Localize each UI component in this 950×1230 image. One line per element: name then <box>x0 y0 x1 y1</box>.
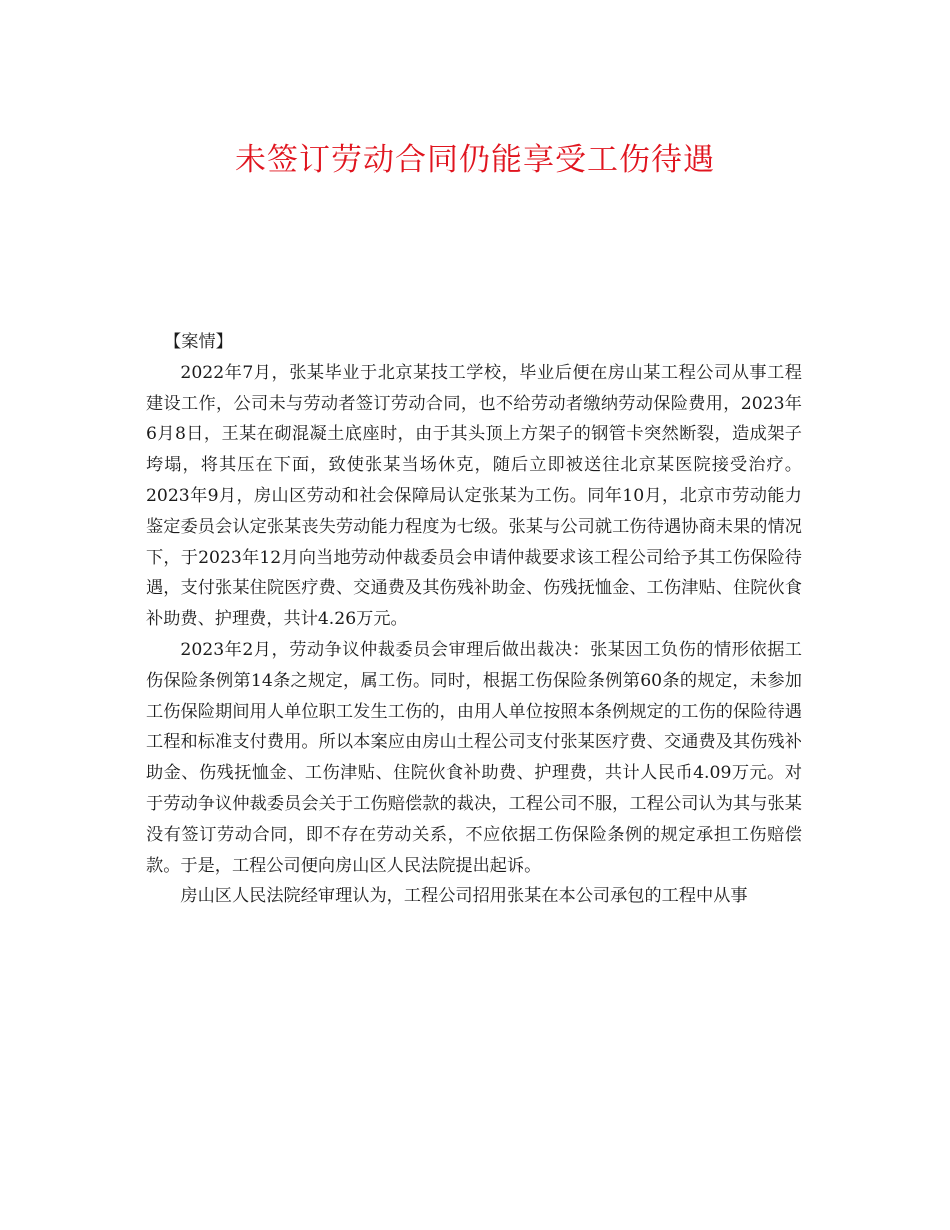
paragraph-arbitration: 2023年2月，劳动争议仲裁委员会审理后做出裁决：张某因工负伤的情形依据工伤保险条例第14条之规定，属工伤。同时，根据工伤保险条例第60条的规定，未参加工伤保险期间用人单位职工发生工伤的，由用人单位按照本条例规定的工伤的保险待遇工程和标准支付费用。所以本案应由房山土程公司支付张某医疗费、交通费及其伤残补助金、伤残抚恤金、工伤津贴、住院伙食补助费、护理费，共计人民币4.09万元。对于劳动争议仲裁委员会关于工伤赔偿款的裁决，工程公司不服，工程公司认为其与张某没有签订劳动合同，即不存在劳动关系，不应依据工伤保险条例的规定承担工伤赔偿款。于是，工程公司便向房山区人民法院提出起诉。 <box>146 639 802 876</box>
document-title: 未签订劳动合同仍能享受工伤待遇 <box>235 142 715 178</box>
document-body <box>146 327 802 912</box>
section-heading: 【案情】 <box>164 332 233 352</box>
paragraph-case-facts: 2022年7月，张某毕业于北京某技工学校，毕业后便在房山某工程公司从事工程建设工作，公司未与劳动者签订劳动合同，也不给劳动者缴纳劳动保险费用，2023年6月8日，王某在砌混凝土底座时，由于其头顶上方架子的钢管卡突然断裂，造成架子垮塌，将其压在下面，致使张某当场休克，随后立即被送往北京某医院接受治疗。2023年9月，房山区劳动和社会保障局认定张某为工伤。同年10月，北京市劳动能力鉴定委员会认定张某丧失劳动能力程度为七级。张某与公司就工伤待遇协商未果的情况下，于2023年12月向当地劳动仲裁委员会申请仲裁要求该工程公司给予其工伤保险待遇，支付张某住院医疗费、交通费及其伤残补助金、伤残抚恤金、工伤津贴、住院伙食补助费、护理费，共计4.26万元。 <box>146 362 802 630</box>
paragraph-court: 房山区人民法院经审理认为，工程公司招用张某在本公司承包的工程中从事 <box>180 886 748 907</box>
